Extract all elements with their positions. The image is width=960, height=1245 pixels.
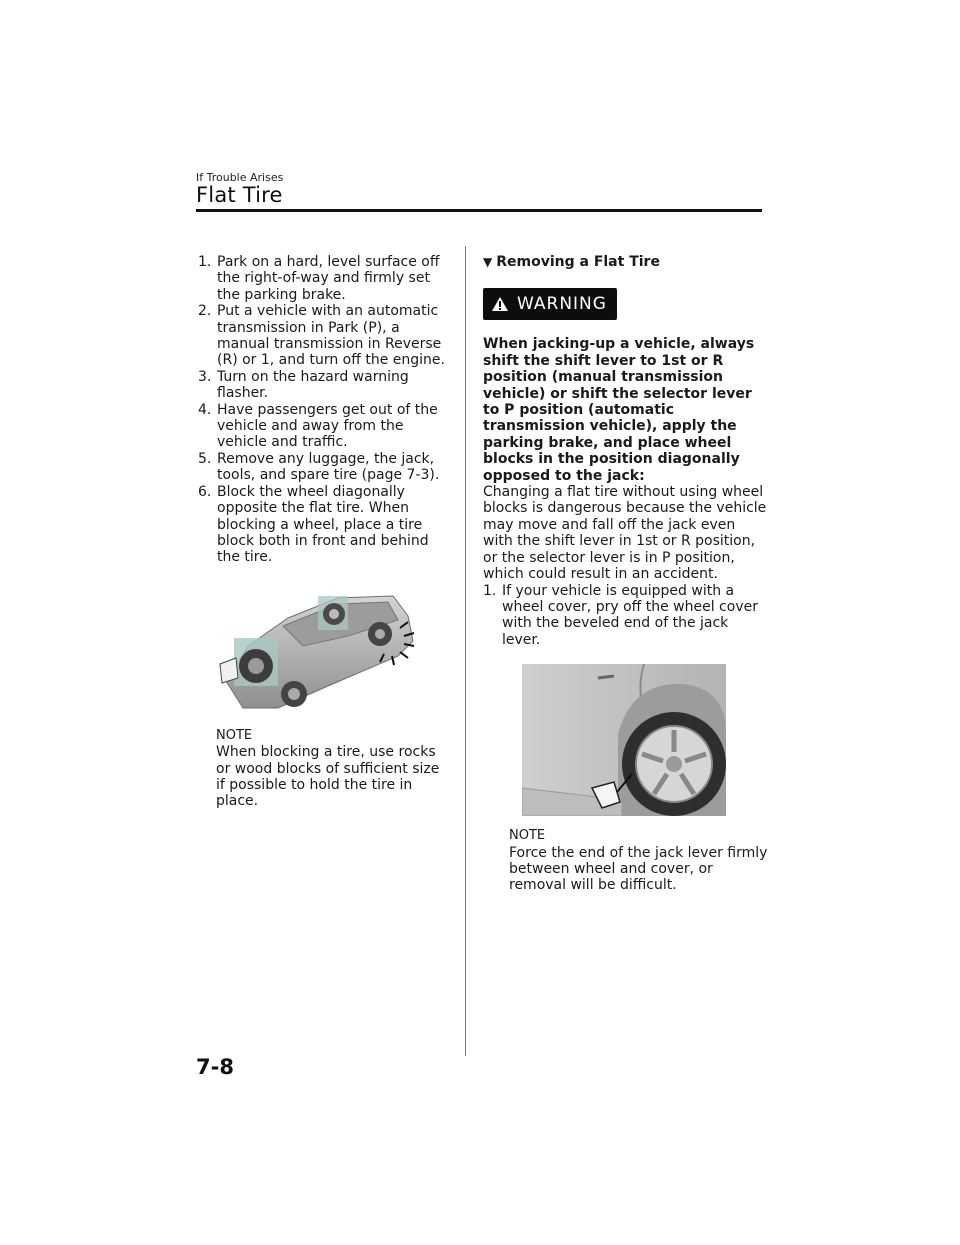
step-text: If your vehicle is equipped with a wheel cover, pry off the wheel cover with the beveled end of the jack lever. [502, 582, 758, 648]
step-item [483, 583, 769, 649]
warning-badge [483, 288, 617, 320]
step-number: 3. [198, 368, 212, 385]
warning-text: Changing a flat tire without using wheel blocks is dangerous because the vehicle may move and fall off the jack even with the shift lever in 1st or R position, or the selector lever is in P position, which could result in an accident. [483, 484, 767, 583]
step-number: 1. [483, 582, 497, 599]
step-number: 6. [198, 483, 212, 500]
step-item [198, 451, 450, 484]
step-item [198, 369, 450, 402]
step-number: 5. [198, 450, 212, 467]
title-rule [196, 209, 762, 212]
warning-label: WARNING [517, 294, 607, 315]
step-item [198, 484, 450, 566]
step-text: Park on a hard, level surface off the right-of-way and firmly set the parking brake. [217, 254, 440, 303]
step-item [198, 303, 450, 369]
section-subheading [483, 254, 769, 270]
note-label: NOTE [216, 727, 253, 743]
wheel-cover-removal-illustration [522, 664, 726, 816]
right-column [483, 254, 769, 894]
step-number: 2. [198, 303, 212, 320]
right-step-list [483, 583, 769, 649]
step-text: Put a vehicle with an automatic transmission in Park (P), a manual transmission in Reverse (R) or 1, and turn off the engine. [217, 303, 445, 369]
subheading-text: Removing a Flat Tire [496, 254, 660, 270]
step-text: Block the wheel diagonally opposite the flat tire. When blocking a wheel, place a tire block both in front and behind the tire. [217, 483, 429, 566]
note-text: When blocking a tire, use rocks or wood blocks of sufficient size if possible to hold the tire in place. [216, 744, 440, 810]
note-label: NOTE [509, 828, 546, 844]
step-item [198, 402, 450, 451]
column-divider [465, 246, 466, 1056]
triangle-down-icon: ▼ [483, 255, 493, 269]
step-text: Turn on the hazard warning flasher. [217, 368, 409, 402]
page-number: 7-8 [196, 1055, 234, 1079]
car-wheel-block-illustration [208, 586, 438, 716]
section-label: If Trouble Arises [196, 171, 284, 184]
left-step-list [198, 254, 450, 566]
left-column [198, 254, 450, 810]
page-title: Flat Tire [196, 183, 283, 207]
step-text: Have passengers get out of the vehicle and away from the vehicle and traffic. [217, 401, 438, 451]
warning-icon [491, 296, 509, 312]
note-text: Force the end of the jack lever firmly between wheel and cover, or removal will be difficult. [509, 844, 768, 894]
step-item [198, 254, 450, 303]
step-number: 4. [198, 401, 212, 418]
step-number: 1. [198, 254, 212, 270]
step-text: Remove any luggage, the jack, tools, and spare tire (page 7-3). [217, 450, 440, 484]
warning-bold-text: When jacking-up a vehicle, always shift the shift lever to 1st or R position (manual transmission vehicle) or shift the selector lever to P position (automatic transmission vehicle), apply the parking brake, and place wheel blocks in the position diagonally opposed to the jack: [483, 336, 755, 484]
